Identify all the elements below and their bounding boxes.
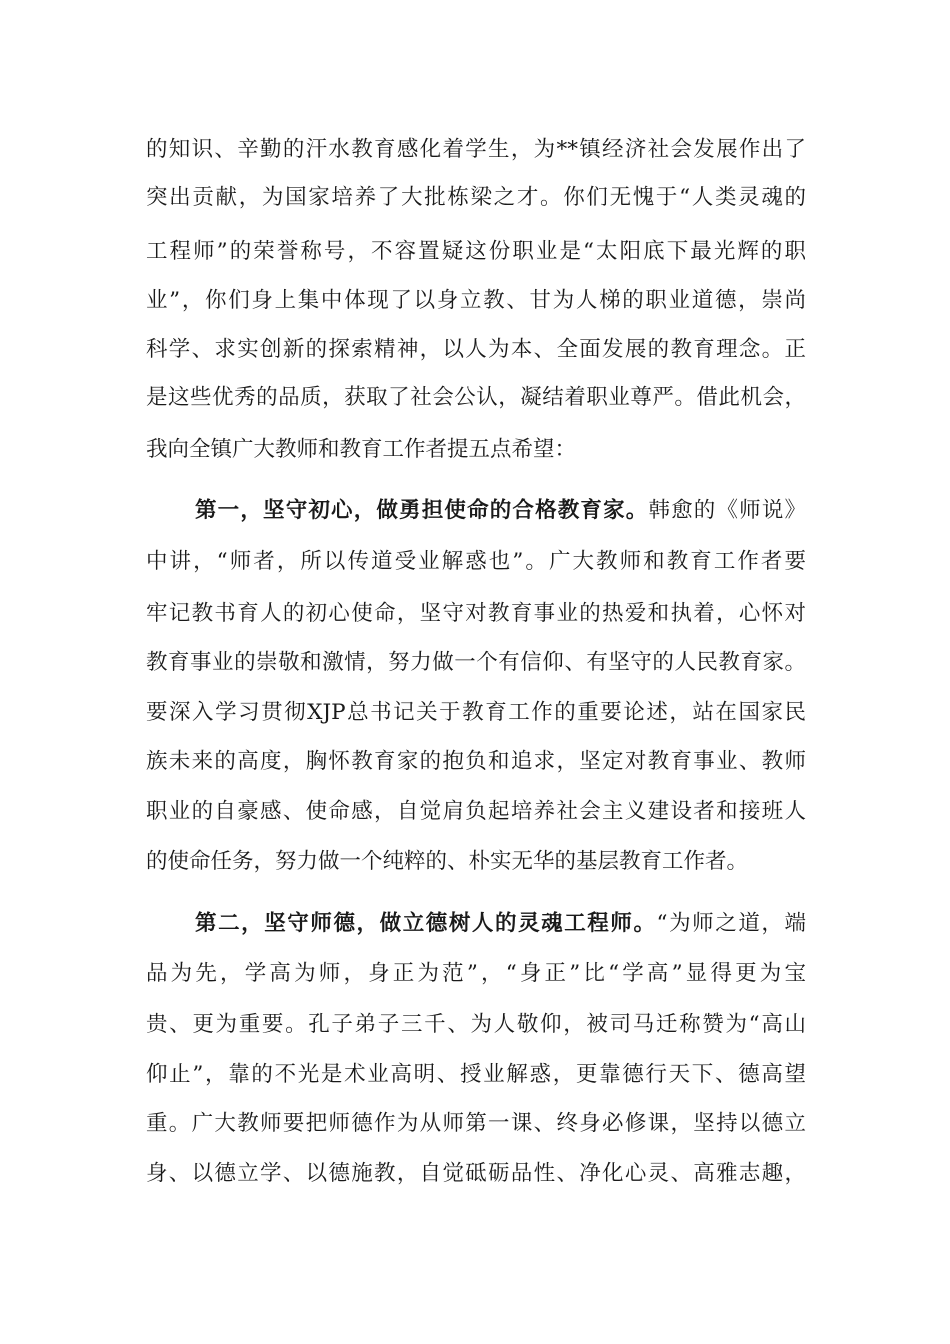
second-point-line-3: 贵、更为重要。孔子弟子三千、为人敬仰，被司马迁称赞为“高山 xyxy=(146,1012,806,1037)
intro-line-1: 的知识、辛勤的汗水教育感化着学生，为**镇经济社会发展作出了 xyxy=(146,137,806,162)
first-point-line-7: 职业的自豪感、使命感，自觉肩负起培养社会主义建设者和接班人 xyxy=(146,799,806,824)
second-point-heading: 第二，坚守师德，做立德树人的灵魂工程师。 xyxy=(195,911,657,936)
first-point-lead: 韩愈的《师说》 xyxy=(648,498,806,523)
first-point-line-6: 族未来的高度，胸怀教育家的抱负和追求，坚定对教育事业、教师 xyxy=(146,749,806,774)
intro-line-6: 是这些优秀的品质，获取了社会公认，凝结着职业尊严。借此机会， xyxy=(146,385,806,410)
second-point-line-1 xyxy=(195,904,806,944)
first-point-heading: 第一，坚守初心，做勇担使命的合格教育家。 xyxy=(195,498,649,523)
first-point-line-8: 的使命任务，努力做一个纯粹的、朴实无华的基层教育工作者。 xyxy=(146,849,749,874)
intro-line-3: 工程师”的荣誉称号，不容置疑这份职业是“太阳底下最光辉的职 xyxy=(146,239,806,264)
first-point-line-4: 教育事业的崇敬和激情，努力做一个有信仰、有坚守的人民教育家。 xyxy=(146,650,806,675)
first-point-line-5: 要深入学习贯彻XJP总书记关于教育工作的重要论述，站在国家民 xyxy=(146,700,806,725)
first-point-line-1 xyxy=(195,491,806,531)
first-point-line-2: 中讲，“师者，所以传道受业解惑也”。广大教师和教育工作者要 xyxy=(146,549,806,574)
intro-line-7: 我向全镇广大教师和教育工作者提五点希望： xyxy=(146,437,577,462)
second-point-line-2: 品为先，学高为师，身正为范”，“身正”比“学高”显得更为宝 xyxy=(146,961,806,986)
intro-line-4: 业”，你们身上集中体现了以身立教、甘为人梯的职业道德，崇尚 xyxy=(146,288,806,313)
first-point-line-3: 牢记教书育人的初心使命，坚守对教育事业的热爱和执着，心怀对 xyxy=(146,601,806,626)
second-point-line-5: 重。广大教师要把师德作为从师第一课、终身必修课，坚持以德立 xyxy=(146,1111,806,1136)
second-point-lead: “为师之道，端 xyxy=(656,911,806,936)
intro-line-2: 突出贡献，为国家培养了大批栋梁之才。你们无愧于“人类灵魂的 xyxy=(146,185,806,210)
second-point-line-6: 身、以德立学、以德施教，自觉砥砺品性、净化心灵、高雅志趣， xyxy=(146,1161,806,1186)
second-point-line-4: 仰止”，靠的不光是术业高明、授业解惑，更靠德行天下、德高望 xyxy=(146,1062,806,1087)
intro-line-5: 科学、求实创新的探索精神，以人为本、全面发展的教育理念。正 xyxy=(146,337,806,362)
